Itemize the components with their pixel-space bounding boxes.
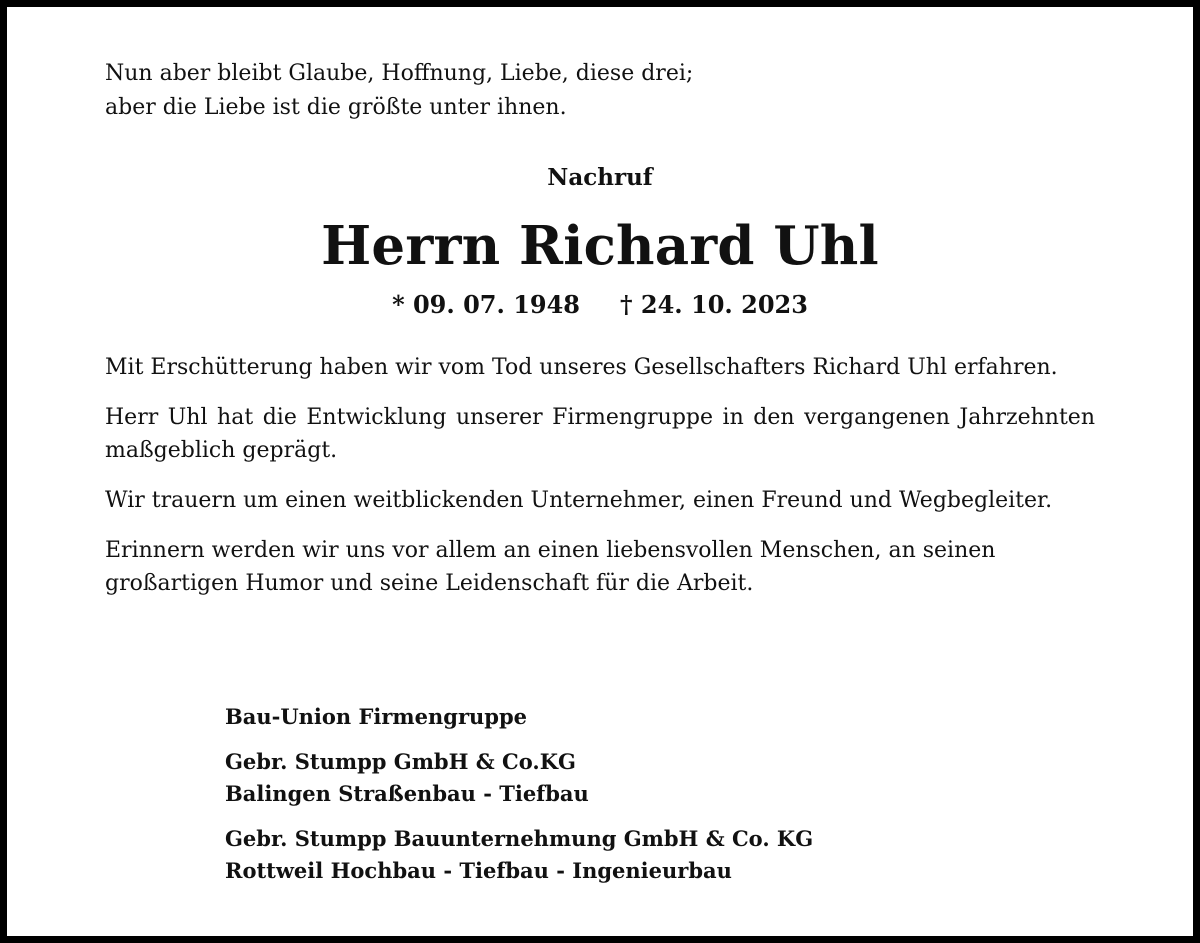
life-dates (105, 290, 1095, 319)
death-date: † 24. 10. 2023 (620, 290, 808, 319)
body-paragraph: Mit Erschütterung haben wir vom Tod unseres Gesellschafters Richard Uhl erfahren. (105, 355, 1058, 380)
birth-date: * 09. 07. 1948 (392, 290, 580, 319)
deceased-name: Herrn Richard Uhl (321, 215, 879, 277)
signer-group: Bau-Union Firmengruppe (225, 704, 528, 729)
obituary-notice (7, 7, 1193, 936)
signer-company-2-detail: Rottweil Hochbau - Tiefbau - Ingenieurbau (225, 858, 732, 883)
signer-company-1-detail: Balingen Straßenbau - Tiefbau (225, 781, 589, 806)
notice-label: Nachruf (547, 164, 653, 191)
signer-company-2-name: Gebr. Stumpp Bauunternehmung GmbH & Co. KG (225, 826, 814, 851)
quote-line-2: aber die Liebe ist die größte unter ihnen. (105, 95, 567, 120)
quote-line-1: Nun aber bleibt Glaube, Hoffnung, Liebe, diese drei; (105, 61, 694, 86)
body-paragraph: Wir trauern um einen weitblickenden Unternehmer, einen Freund und Wegbegleiter. (105, 488, 1053, 513)
signatories (225, 701, 813, 887)
body-paragraph: Herr Uhl hat die Entwicklung unserer Firmengruppe in den vergangenen Jahrzehnten maßgeblich geprägt. (105, 405, 1095, 463)
body-paragraph: Erinnern werden wir uns vor allem an einen liebensvollen Menschen, an seinen großartigen Humor und seine Leidenschaft für die Arbeit. (105, 538, 996, 596)
notice-body (105, 351, 1095, 617)
bible-quote (105, 57, 693, 125)
signer-company-1-name: Gebr. Stumpp GmbH & Co.KG (225, 749, 576, 774)
